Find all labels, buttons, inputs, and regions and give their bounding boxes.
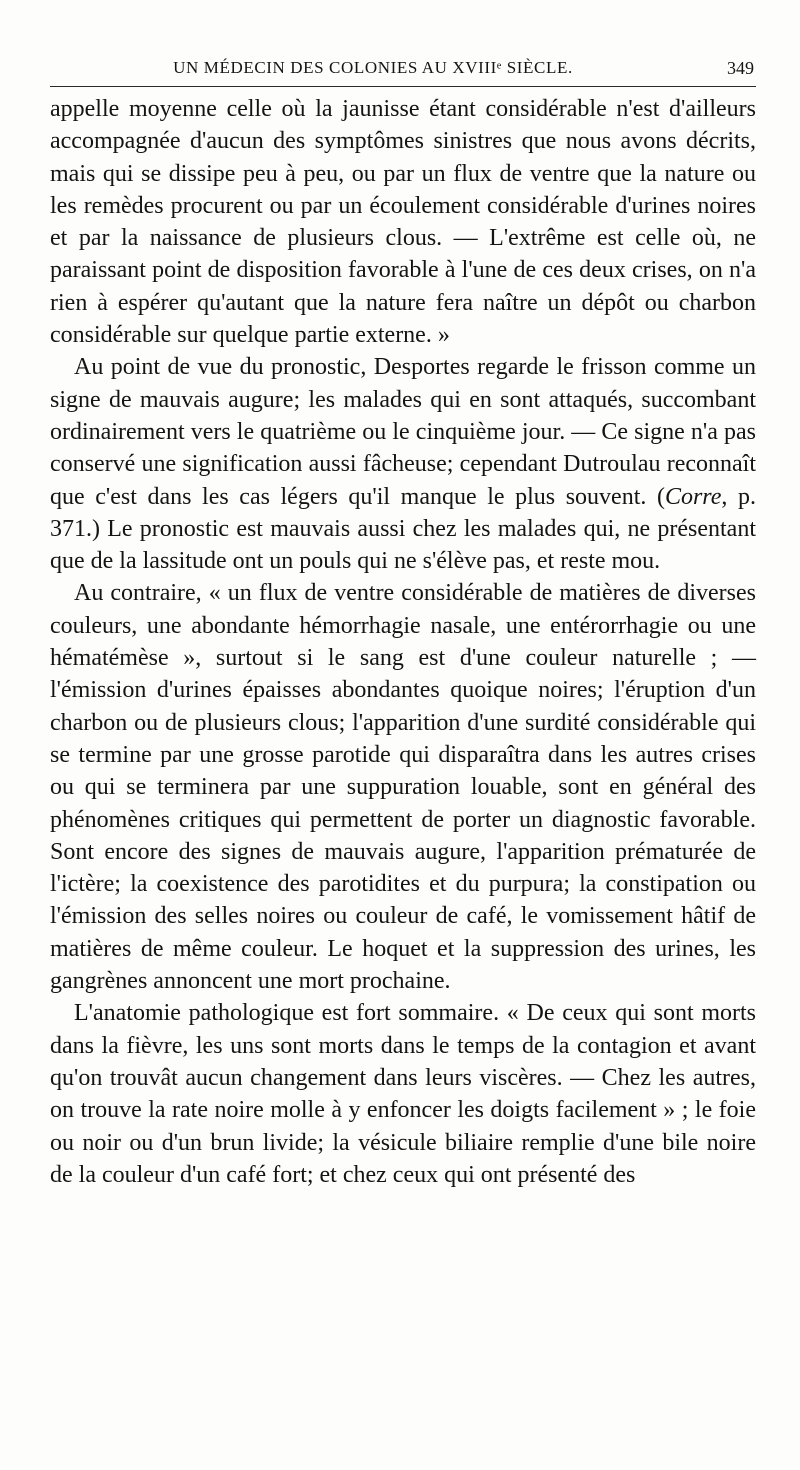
paragraph bbox=[50, 577, 756, 997]
page-number: 349 bbox=[727, 58, 754, 78]
paragraph-text: Au point de vue du pronostic, Desportes regarde le frisson comme un signe de mauvais augure; les malades qui en sont attaqués, succombant ordinairement vers le quatrième ou le cinquième jour. — Ce signe n'a pas conservé une signification aussi fâcheuse; cependant Dutroulau reconnaît que c'est dans les cas légers qu'il manque le plus souvent. ( bbox=[50, 354, 756, 510]
paragraph-text: , p. 371.) Le pronostic est mauvais aussi chez les malades qui, ne présentant que de la lassitude ont un pouls qui ne s'élève pas, et reste mou. bbox=[50, 483, 756, 575]
paragraph bbox=[50, 351, 756, 577]
book-page bbox=[50, 52, 756, 1191]
body-text bbox=[50, 93, 756, 1191]
paragraph bbox=[50, 997, 756, 1191]
paragraph-text: appelle moyenne celle où la jaunisse étant considérable n'est d'ailleurs accompagnée d'aucun des symptômes sinistres que nous avons décrits, mais qui se dissipe peu à peu, ou par un flux de ventre que la nature ou les remèdes procurent ou par un écoulement considérable d'urines noires et par la naissance de plusieurs clous. — L'extrême est celle où, ne paraissant point de disposition favorable à l'une de ces deux crises, on n'a rien à espérer qu'autant que la nature fera naître un dépôt ou charbon considérable sur quelque partie externe. » bbox=[50, 96, 756, 349]
running-title: UN MÉDECIN DES COLONIES AU XVIIIᵉ SIÈCLE. bbox=[173, 58, 573, 77]
paragraph-text: L'anatomie pathologique est fort sommaire. « De ceux qui sont morts dans la fièvre, les uns sont morts dans le temps de la contagion et avant qu'on trouvât aucun changement dans leurs viscères. — Chez les autres, on trouve la rate noire molle à y enfoncer les doigts facilement » ; le foie ou noir ou d'un brun livide; la vésicule biliaire remplie d'une bile noire de la couleur d'un café fort; et chez ceux qui ont présenté des bbox=[50, 1000, 756, 1188]
paragraph-text: Au contraire, « un flux de ventre considérable de matières de diverses couleurs, une abondante hémorrhagie nasale, une entérorrhagie ou une hématémèse », surtout si le sang est d'une couleur naturelle ; — l'émission d'urines épaisses abondantes quoique noires; l'éruption d'un charbon ou de plusieurs clous; l'apparition d'une surdité considérable qui se termine par une grosse parotide qui disparaîtra dans les autres crises ou qui se terminera par une suppuration louable, sont en général des phénomènes critiques qui permettent de porter un diagnostic favorable. Sont encore des signes de mauvais augure, l'apparition prématurée de l'ictère; la coexistence des parotidites et du purpura; la constipation ou l'émission des selles noires ou couleur de café, le vomissement hâtif de matières de même couleur. Le hoquet et la suppression des urines, les gangrènes annoncent une mort prochaine. bbox=[50, 580, 756, 995]
paragraph bbox=[50, 93, 756, 351]
running-header bbox=[50, 52, 756, 87]
citation-author: Corre bbox=[664, 483, 722, 510]
